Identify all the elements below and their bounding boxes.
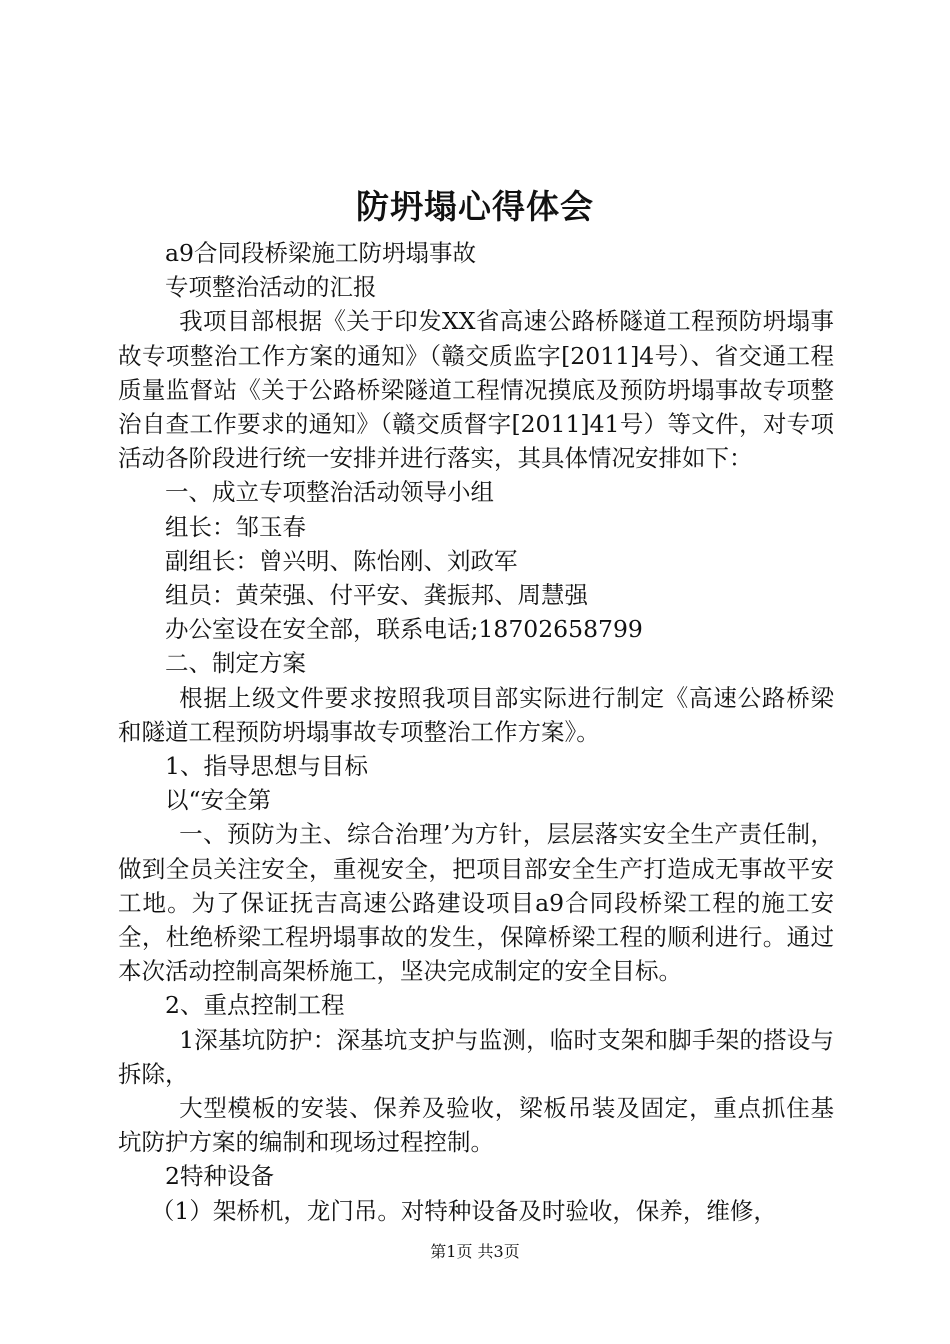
paragraph-formwork: 大型模板的安装、保养及验收，梁板吊装及固定，重点抓住基坑防护方案的编制和现场过程控制。 [118,1094,834,1157]
paragraph-plan-basis: 根据上级文件要求按照我项目部实际进行制定《高速公路桥梁和隧道工程预防坍塌事故专项整治工作方案》。 [118,683,834,746]
paragraph-deputy-leaders: 副组长：曾兴明、陈怡刚、刘政军 [165,546,518,575]
heading-special-equipment: 2特种设备 [165,1162,274,1191]
heading-key-projects: 2、重点控制工程 [165,991,345,1020]
paragraph-group-leader: 组长：邹玉春 [165,512,306,541]
paragraph-deep-foundation: 1深基坑防护：深基坑支护与监测，临时支架和脚手架的搭设与拆除， [118,1025,834,1088]
paragraph-safety-first: 以“安全第 [165,786,272,815]
paragraph-intro: 我项目部根据《关于印发XX省高速公路桥隧道工程预防坍塌事故专项整治工作方案的通知》（赣交质监字[2011]4号）、省交通工程质量监督站《关于公路桥梁隧道工程情况摸底及预防坍塌事故专项整治自查工作要求的通知》（赣交质督字[2011]41号）等文件，对专项活动各阶段进行统一安排并进行落实，其具体情况安排如下： [118,307,834,473]
paragraph-office-contact: 办公室设在安全部，联系电话;18702658799 [165,615,643,644]
document-body [118,236,834,1228]
paragraph-report-title: 专项整治活动的汇报 [165,273,377,302]
page-footer: 第1页 共3页 [430,1242,520,1261]
paragraph-safety-policy: 一、预防为主、综合治理’为方针，层层落实安全生产责任制，做到全员关注安全，重视安全，把项目部安全生产打造成无事故平安工地。为了保证抚吉高速公路建设项目a9合同段桥梁工程的施工安全，杜绝桥梁工程坍塌事故的发生，保障桥梁工程的顺利进行。通过本次活动控制高架桥施工，坚决完成制定的安全目标。 [118,820,834,986]
heading-guiding-thought: 1、指导思想与目标 [165,752,368,781]
paragraph-group-members: 组员：黄荣强、付平安、龚振邦、周慧强 [165,581,588,610]
heading-plan: 二、制定方案 [165,649,306,678]
paragraph-bridge-erector: （1）架桥机，龙门吊。对特种设备及时验收，保养，维修， [150,1196,777,1225]
heading-leadership-group: 一、成立专项整治活动领导小组 [165,478,494,507]
document-title: 防坍塌心得体会 [356,187,594,226]
paragraph-contract-section: a9合同段桥梁施工防坍塌事故 [165,239,476,267]
